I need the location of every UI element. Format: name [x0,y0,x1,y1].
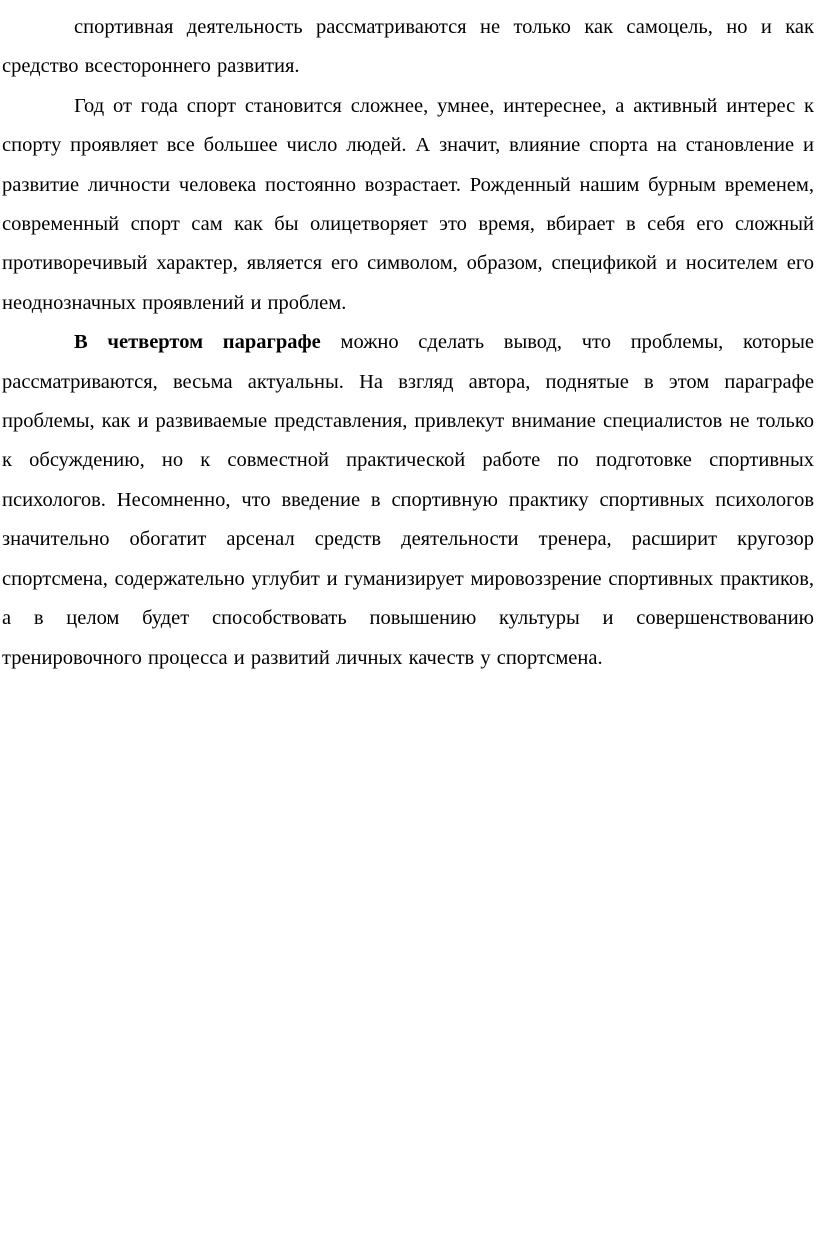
paragraph-2-text: Год от года спорт становится сложнее, умнее, интереснее, а активный интерес к спорту проявляет все большее число людей. А значит, влияние спорта на становление и развитие личности человека постоянно возрастает. Рожденный нашим бурным временем, современный спорт сам как бы олицетворяет это время, вбирает в себя его сложный противоречивый характер, является его символом, образом, спецификой и носителем его неоднозначных проявлений и проблем. [2,94,814,314]
paragraph-1 [2,8,814,87]
paragraph-2 [2,87,814,323]
paragraph-3 [2,323,814,678]
paragraph-1-text: спортивная деятельность рассматриваются не только как самоцель, но и как средство всестороннего развития. [2,16,814,78]
paragraph-3-text: можно сделать вывод, что проблемы, которые рассматриваются, весьма актуальны. На взгляд автора, поднятые в этом параграфе проблемы, как и развиваемые представления, привлекут внимание специалистов не только к обсуждению, но к совместной практической работе по подготовке спортивных психологов. Несомненно, что введение в спортивную практику спортивных психологов значительно обогатит арсенал средств деятельности тренера, расширит кругозор спортсмена, содержательно углубит и гуманизирует мировоззрение спортивных практиков, а в целом будет способствовать повышению культуры и совершенствованию тренировочного процесса и развитий личных качеств у спортсмена. [2,331,814,669]
paragraph-3-lead: В четвертом параграфе [74,331,321,354]
